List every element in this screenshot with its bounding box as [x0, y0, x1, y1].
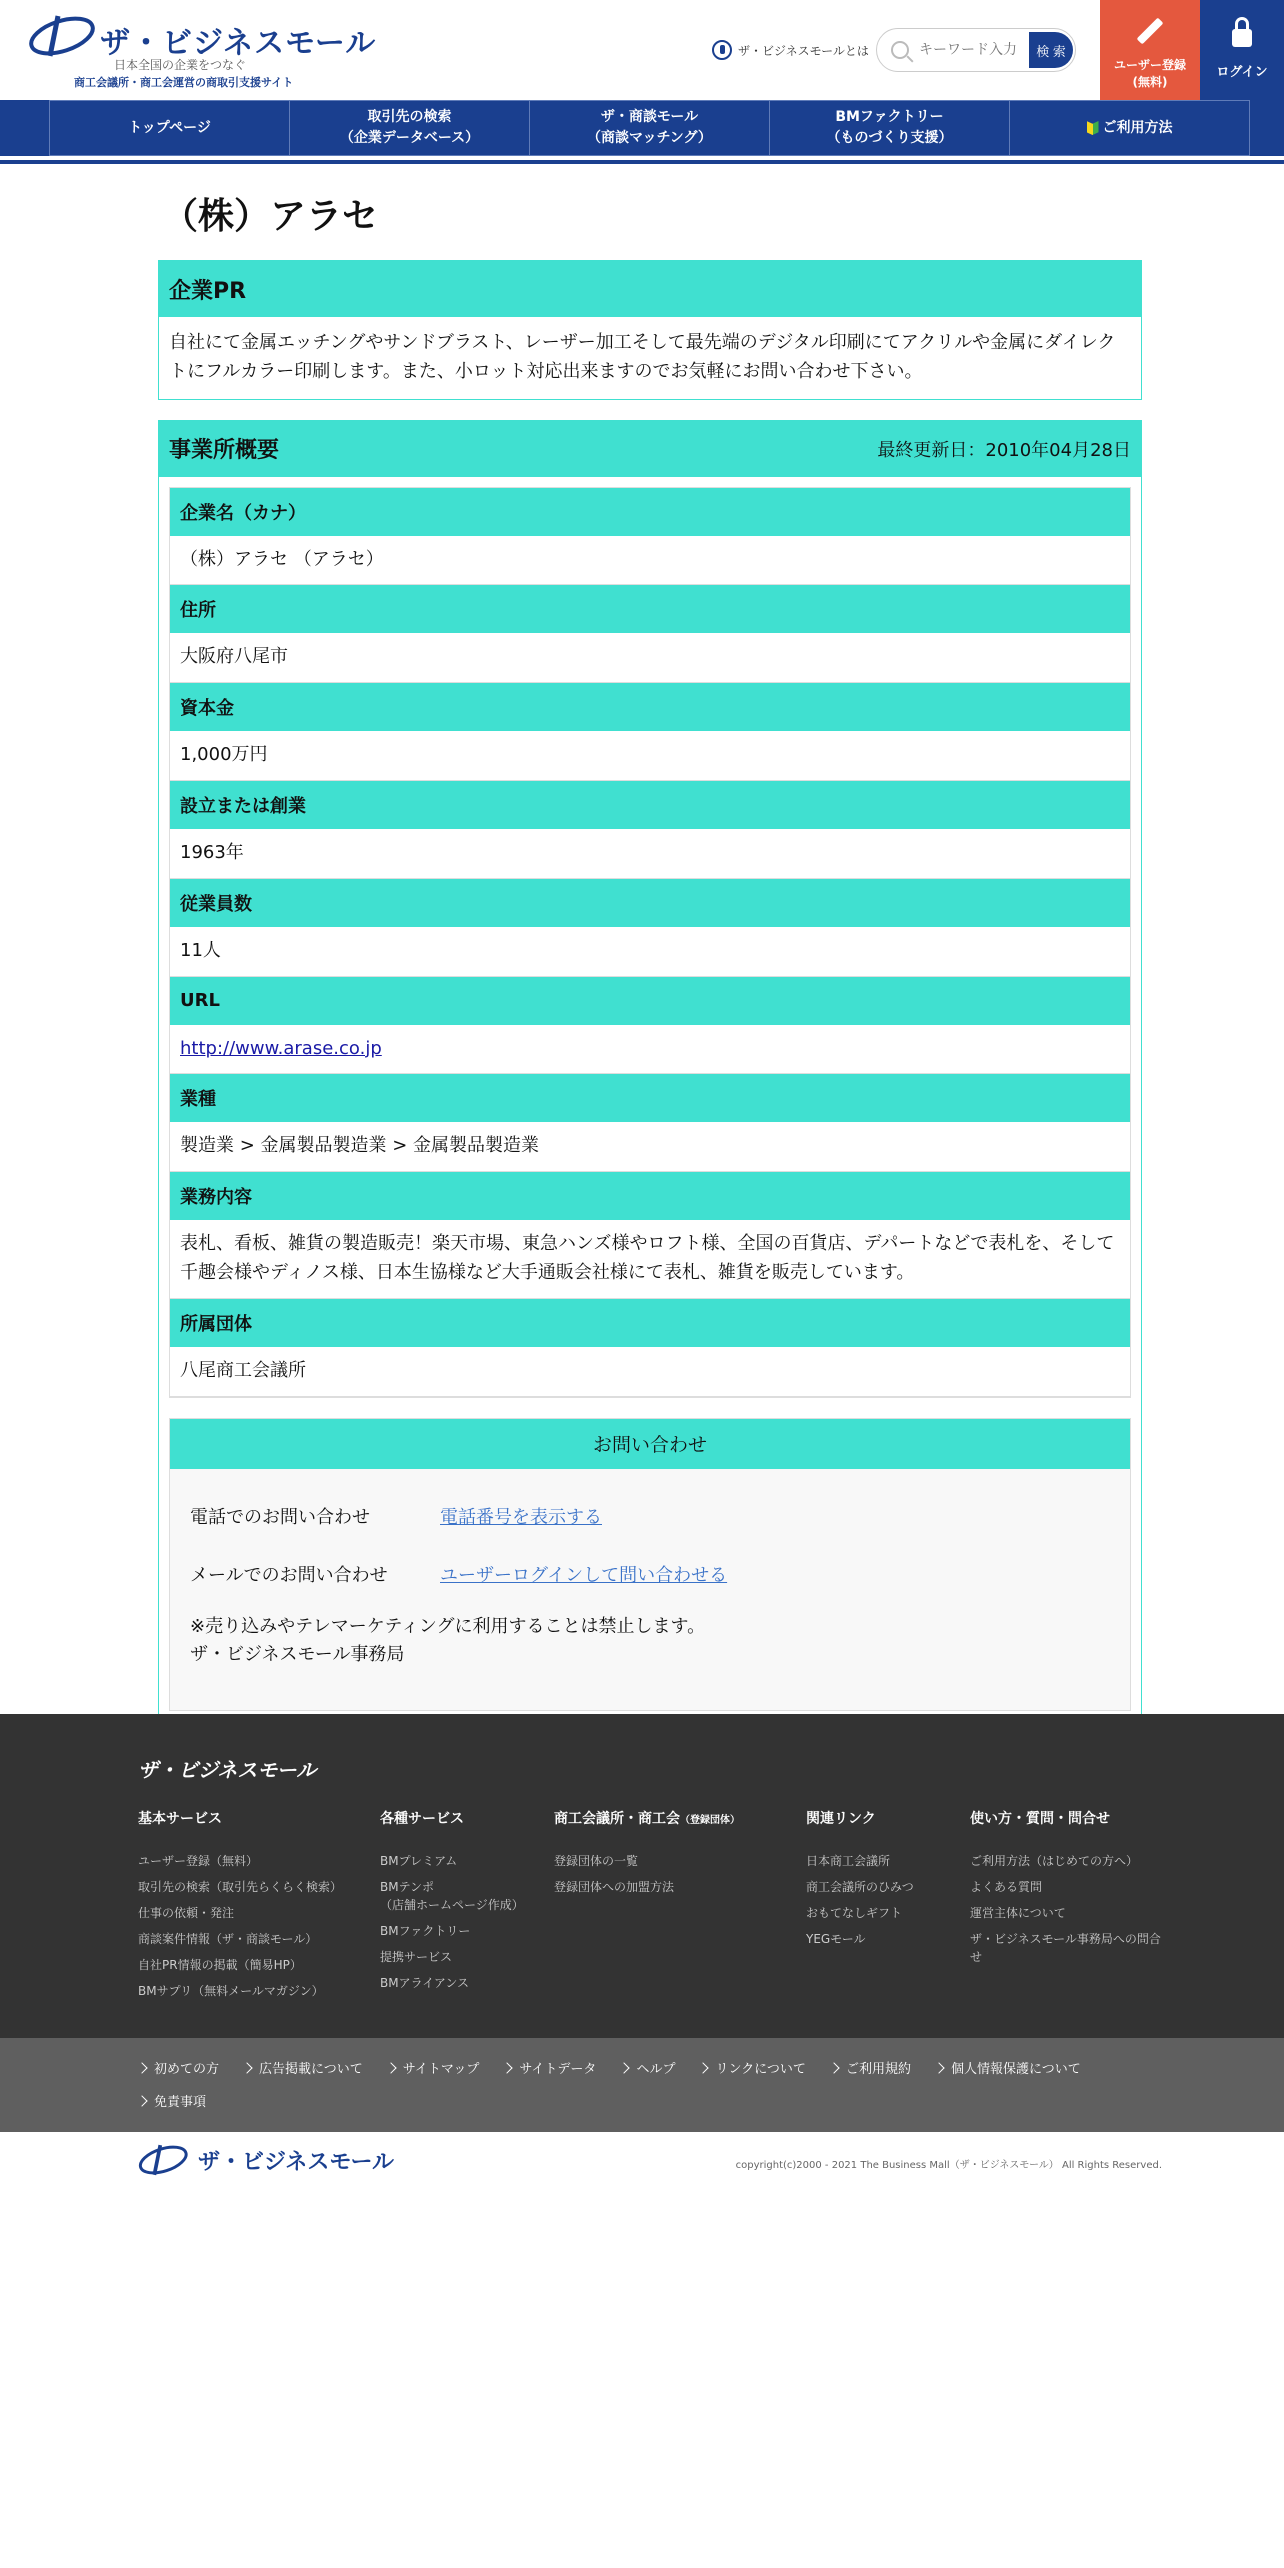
footer-bottom-link[interactable]: ヘルプ: [620, 2058, 675, 2077]
search-box: [876, 28, 1076, 72]
office-overview-header: [159, 421, 1141, 477]
footer-bottom-logo[interactable]: [138, 2142, 394, 2178]
field-label-founded: 設立または創業: [170, 781, 1130, 829]
footer-bottom-link[interactable]: ご利用規約: [830, 2058, 911, 2077]
footer-link[interactable]: 運営主体について: [970, 1906, 1066, 1920]
copyright: copyright(c)2000 - 2021 The Business Mall（ザ・ビジネスモール） All Rights Reserved.: [735, 2160, 1162, 2171]
footer-link[interactable]: BMアライアンス: [380, 1976, 470, 1990]
field-value-url-row: [170, 1025, 1130, 1075]
field-value-company-kana: （株）アラセ （アラセ）: [170, 536, 1130, 586]
footer-col-chambers: [554, 1808, 740, 1904]
contact-mail-label: メールでのお問い合わせ: [190, 1564, 388, 1586]
lock-icon: [1232, 29, 1252, 47]
last-updated: 最終更新日：2010年04月28日: [877, 439, 1131, 461]
footer-col-heading: 使い方・質問・問合せ: [970, 1811, 1110, 1827]
field-label-address: 住所: [170, 585, 1130, 633]
footer-link[interactable]: よくある質問: [970, 1880, 1043, 1894]
footer-link[interactable]: BMテンポ （店舗ホームページ作成）: [380, 1880, 524, 1912]
field-label-business: 業務内容: [170, 1172, 1130, 1220]
contact-note-line1: ※売り込みやテレマーケティングに利用することは禁止します。: [190, 1615, 706, 1637]
info-icon: [712, 40, 732, 60]
field-value-address: 大阪府八尾市: [170, 633, 1130, 683]
footer-col-heading: 基本サービス: [138, 1811, 222, 1827]
nav-bm-factory[interactable]: BMファクトリー （ものづくり支援）: [769, 100, 1010, 156]
office-info-table: [169, 487, 1131, 1398]
field-value-founded: 1963年: [170, 829, 1130, 879]
field-value-industry: 製造業 > 金属製品製造業 > 金属製品製造業: [170, 1122, 1130, 1172]
contact-note: [190, 1613, 1110, 1671]
footer-link[interactable]: 提携サービス: [380, 1950, 453, 1964]
field-value-organization: 八尾商工会議所: [170, 1347, 1130, 1397]
contact-note-line2: ザ・ビジネスモール事務局: [190, 1644, 405, 1666]
logo-title: ザ・ビジネスモール: [100, 26, 377, 61]
footer-col-heading-main: 商工会議所・商工会: [554, 1811, 680, 1827]
site-logo[interactable]: [28, 12, 377, 92]
field-label-industry: 業種: [170, 1074, 1130, 1122]
footer-bottom-link[interactable]: サイトデータ: [503, 2058, 596, 2077]
company-url-link[interactable]: http://www.arase.co.jp: [180, 1037, 382, 1059]
global-nav: [0, 100, 1284, 160]
footer-col-related: [806, 1808, 914, 1956]
footer-link[interactable]: ユーザー登録（無料）: [138, 1854, 259, 1868]
footer-link[interactable]: 仕事の依頼・発注: [138, 1906, 235, 1920]
site-header: [0, 0, 1284, 100]
company-pr-header: [159, 261, 1141, 317]
field-label-capital: 資本金: [170, 683, 1130, 731]
footer-link[interactable]: 登録団体の一覧: [554, 1854, 639, 1868]
footer-link[interactable]: ザ・ビジネスモール事務局への問合せ: [970, 1932, 1161, 1964]
footer-bottom-link[interactable]: リンクについて: [699, 2058, 805, 2077]
register-free-label: (無料): [1132, 75, 1168, 89]
footer-bottom-link[interactable]: 免責事項: [138, 2091, 206, 2110]
footer-col-heading-small: （登録団体）: [680, 1815, 740, 1826]
site-footer: [0, 1714, 1284, 2038]
footer-bottom-links: [0, 2038, 1284, 2132]
footer-link[interactable]: 商談案件情報（ザ・商談モール）: [138, 1932, 318, 1946]
field-value-capital: 1,000万円: [170, 731, 1130, 781]
footer-bottom-logo-text: ザ・ビジネスモール: [198, 2149, 395, 2175]
footer-link[interactable]: YEGモール: [806, 1932, 866, 1946]
login-label: ログイン: [1216, 65, 1268, 80]
footer-bottom-link[interactable]: 初めての方: [138, 2058, 219, 2077]
logo-tagline: 日本全国の企業をつなぐ: [114, 58, 247, 72]
office-overview-section: [158, 420, 1142, 1723]
footer-col-heading: 各種サービス: [380, 1811, 464, 1827]
contact-section: [169, 1418, 1131, 1712]
field-label-company-kana: 企業名（カナ）: [170, 488, 1130, 536]
register-button[interactable]: [1100, 0, 1200, 100]
logo-subtagline: 商工会議所・商工会運営の商取引支援サイト: [74, 76, 294, 89]
footer-link[interactable]: 商工会議所のひみつ: [806, 1880, 914, 1894]
footer-col-services: [380, 1808, 524, 2000]
field-label-employees: 従業員数: [170, 879, 1130, 927]
search-input[interactable]: [919, 42, 1029, 58]
footer-col-heading: 関連リンク: [806, 1811, 876, 1827]
search-icon: [891, 41, 909, 59]
contact-phone-row: [190, 1487, 1110, 1545]
show-phone-link[interactable]: 電話番号を表示する: [440, 1506, 602, 1528]
logo-mark-icon: [138, 2142, 190, 2178]
nav-how-to-use-label: ご利用方法: [1102, 119, 1173, 136]
footer-link[interactable]: 取引先の検索（取引先らくらく検索）: [138, 1880, 343, 1894]
login-to-contact-link[interactable]: ユーザーログインして問い合わせる: [440, 1564, 728, 1586]
footer-bottom-link[interactable]: 広告掲載について: [243, 2058, 363, 2077]
footer-link[interactable]: 自社PR情報の掲載（簡易HP）: [138, 1958, 302, 1972]
about-link[interactable]: [712, 40, 869, 60]
footer-link[interactable]: 登録団体への加盟方法: [554, 1880, 675, 1894]
register-label: ユーザー登録: [1113, 58, 1186, 72]
search-button[interactable]: 検 索: [1029, 32, 1073, 68]
footer-col-heading: [554, 1808, 740, 1828]
logo-mark-icon: [28, 12, 98, 60]
footer-col-help: [970, 1808, 1170, 1974]
about-link-label: ザ・ビジネスモールとは: [738, 43, 869, 58]
page-title: （株）アラセ: [162, 196, 379, 237]
footer-link[interactable]: BMプレミアム: [380, 1854, 458, 1868]
field-value-employees: 11人: [170, 927, 1130, 977]
footer-link[interactable]: 日本商工会議所: [806, 1854, 891, 1868]
nav-how-to-use[interactable]: [1009, 100, 1250, 156]
footer-link[interactable]: おもてなしギフト: [806, 1906, 903, 1920]
nav-top[interactable]: トップページ: [49, 100, 290, 156]
contact-mail-row: [190, 1545, 1110, 1603]
company-pr-text: 自社にて金属エッチングやサンドブラスト、レーザー加工そして最先端のデジタル印刷にてアクリルや金属にダイレクトにフルカラー印刷します。また、小ロット対応出来ますのでお気軽にお問い合わせ下さい。: [169, 332, 1116, 382]
beginner-mark-icon: [1087, 121, 1099, 135]
nav-company-search[interactable]: 取引先の検索 （企業データベース）: [289, 100, 530, 156]
main-content: [158, 164, 1142, 1722]
footer-link[interactable]: BMファクトリー: [380, 1924, 471, 1938]
field-label-organization: 所属団体: [170, 1299, 1130, 1347]
footer-link[interactable]: ご利用方法（はじめての方へ）: [970, 1854, 1139, 1868]
field-label-url: URL: [170, 977, 1130, 1025]
field-value-business: 表札、看板、雑貨の製造販売！楽天市場、東急ハンズ様やロフト様、全国の百貨店、デパートなどで表札を、そして千趣会様やディノス様、日本生協様など大手通販会社様にて表札、雑貨を販売しています。: [170, 1220, 1130, 1299]
footer-bottom-link[interactable]: 個人情報保護について: [935, 2058, 1081, 2077]
contact-heading: お問い合わせ: [170, 1419, 1130, 1469]
login-button[interactable]: [1200, 0, 1284, 100]
footer-logo[interactable]: ザ・ビジネスモール: [138, 1758, 317, 1782]
office-overview-heading: 事業所概要: [169, 438, 280, 464]
company-pr-section: [158, 260, 1142, 400]
footer-copyright-bar: [0, 2132, 1284, 2192]
contact-phone-label: 電話でのお問い合わせ: [190, 1506, 370, 1528]
footer-bottom-link[interactable]: サイトマップ: [387, 2058, 480, 2077]
pencil-icon: [1137, 18, 1164, 45]
nav-business-mall[interactable]: ザ・商談モール （商談マッチング）: [529, 100, 770, 156]
company-pr-heading: 企業PR: [169, 278, 247, 304]
footer-col-basic: [138, 1808, 342, 2008]
footer-link[interactable]: BMサプリ（無料メールマガジン）: [138, 1984, 324, 1998]
